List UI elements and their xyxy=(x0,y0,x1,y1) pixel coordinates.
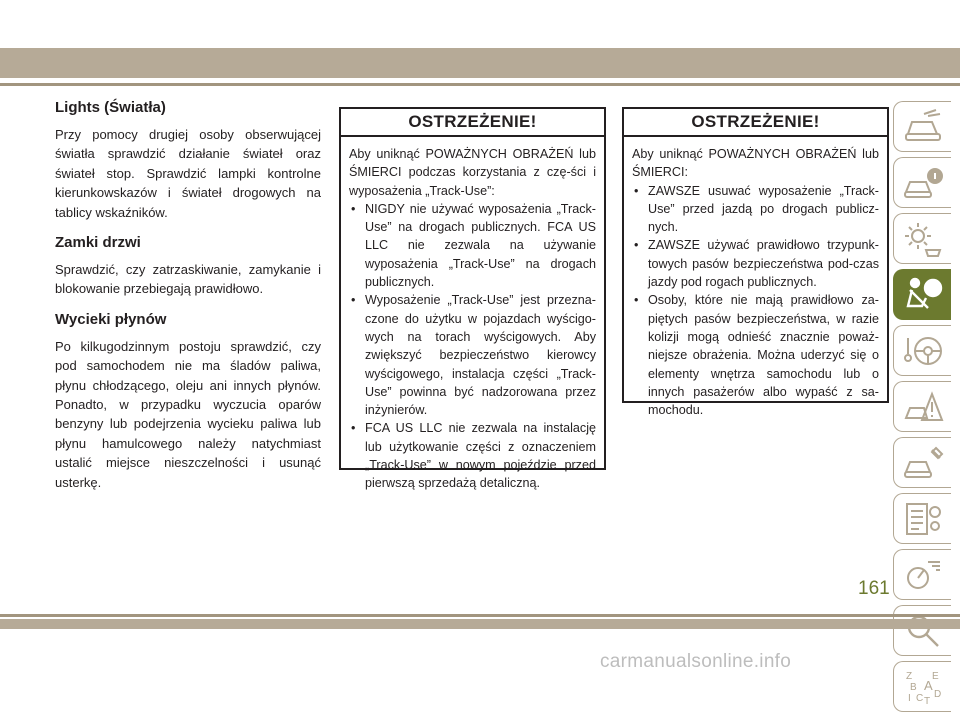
footer-rule xyxy=(0,614,960,617)
footer-band xyxy=(0,619,960,629)
tab-maintenance[interactable] xyxy=(893,493,951,544)
warning-intro: Aby uniknąć POWAŻNYCH OBRAŻEŃ lub ŚMIERCI podczas korzystania z czę-ści i wyposażenia „Track-Use”: xyxy=(349,147,596,198)
tab-warning[interactable] xyxy=(893,381,951,432)
warning-triangle-icon xyxy=(902,388,944,426)
page-number: 161 xyxy=(858,578,890,599)
maintenance-checklist-icon xyxy=(902,500,944,538)
index-letter: D xyxy=(933,688,941,700)
starting-driving-icon xyxy=(902,332,944,370)
tab-search[interactable] xyxy=(893,605,951,656)
warning-item: • ZAWSZE używać prawidłowo trzypunk-towych pasów bezpieczeństwa pod-czas jazdy pod rogach publicznych. xyxy=(632,236,879,291)
watermark[interactable]: carmanualsonline.info xyxy=(600,651,792,672)
car-dashboard-icon xyxy=(902,108,944,146)
warning-title: OSTRZEŻENIE! xyxy=(341,109,604,137)
tab-safety[interactable] xyxy=(893,269,951,320)
index-letter: B xyxy=(909,681,917,693)
section-heading-lights: Lights (Światła) xyxy=(55,99,166,116)
header-rule xyxy=(0,83,960,86)
tab-emergency[interactable] xyxy=(893,437,951,488)
language-index-icon xyxy=(902,668,944,706)
warning-item: • NIGDY nie używać wyposażenia „Track-Use” na drogach publicznych. FCA US LLC nie zezwala na używanie wyposażenia „Track-Use” na drogach publicznych. xyxy=(349,200,596,291)
warning-box-track-use xyxy=(339,107,606,491)
sun-lamp-icon xyxy=(902,220,944,258)
header-band xyxy=(0,48,960,78)
section-heading-fluid-leaks: Wycieki płynów xyxy=(55,310,167,328)
index-letter: A xyxy=(923,677,933,693)
warning-intro: Aby uniknąć POWAŻNYCH OBRAŻEŃ lub ŚMIERCI: xyxy=(632,147,879,180)
tab-dashboard[interactable] xyxy=(893,101,951,152)
index-letter: T xyxy=(923,695,930,706)
warning-item: • Osoby, które nie mają prawidłowo za-piętych pasów bezpieczeństwa, w razie kolizji mogą odnieść znacznie poważ-niejsze obrażenia. Można uderzyć się o elementy wnętrza samochodu lub o innych pasażerów albo wypaść z sa-mochodu. xyxy=(632,291,879,419)
index-letter: I xyxy=(907,692,911,704)
index-letter: Z xyxy=(905,670,912,682)
body-text-column xyxy=(55,99,321,492)
index-letter: E xyxy=(931,670,939,682)
tools-emergency-icon xyxy=(902,444,944,482)
warning-title: OSTRZEŻENIE! xyxy=(624,109,887,137)
section-heading-door-locks: Zamki drzwi xyxy=(55,234,141,252)
seat-airbag-icon xyxy=(902,276,944,314)
warning-item: • FCA US LLC nie zezwala na instalację lub użytkowanie części z oznaczeniem „Track-Use” w nowym pojeździe przed pierwszą sprzedażą detaliczną. xyxy=(349,419,596,492)
tab-car-info[interactable] xyxy=(893,157,951,208)
warning-item: • ZAWSZE usuwać wyposażenie „Track-Use” przed jazdą po drogach publicz-nych. xyxy=(632,182,879,237)
index-letter: C xyxy=(915,692,923,704)
section-text-lights: Przy pomocy drugiej osoby obserwującej światła sprawdzić działanie świateł oraz świateł stop. Sprawdzić lampki kontrolne kierunkowskazów i świateł drogowych na tablicy wskaźników. xyxy=(55,127,321,220)
tab-lights[interactable] xyxy=(893,213,951,264)
tab-starting-driving[interactable] xyxy=(893,325,951,376)
tab-multimedia[interactable] xyxy=(893,549,951,600)
warning-box-seat-belts xyxy=(622,107,889,418)
search-icon xyxy=(902,612,944,650)
section-text-fluid-leaks: Po kilkugodzinnym postoju sprawdzić, czy pod samochodem nie ma śladów paliwa, płynu chłodzącego, oleju ani innych płynów. Ponadto, w przypadku wyczucia oparów benzyny lub podejrzenia wycieku paliwa lub płynu hamulcowego należy natychmiast ustalić miejsce nieszczelności i usunąć usterkę. xyxy=(55,338,321,490)
warning-item: • Wyposażenie „Track-Use” jest przezna-czone do użytku w pojazdach wyścigo-wych na torach wyścigowych. Aby zwiększyć bezpieczeństwo kierowcy wyścigowego, instalacja części „Track-Use” powinna być nadzorowana przez inżynierów. xyxy=(349,291,596,419)
multimedia-icon xyxy=(902,556,944,594)
tab-index[interactable] xyxy=(893,661,951,712)
car-info-icon xyxy=(902,164,944,202)
section-text-door-locks: Sprawdzić, czy zatrzaskiwanie, zamykanie i blokowanie przebiegają prawidłowo. xyxy=(55,262,321,297)
